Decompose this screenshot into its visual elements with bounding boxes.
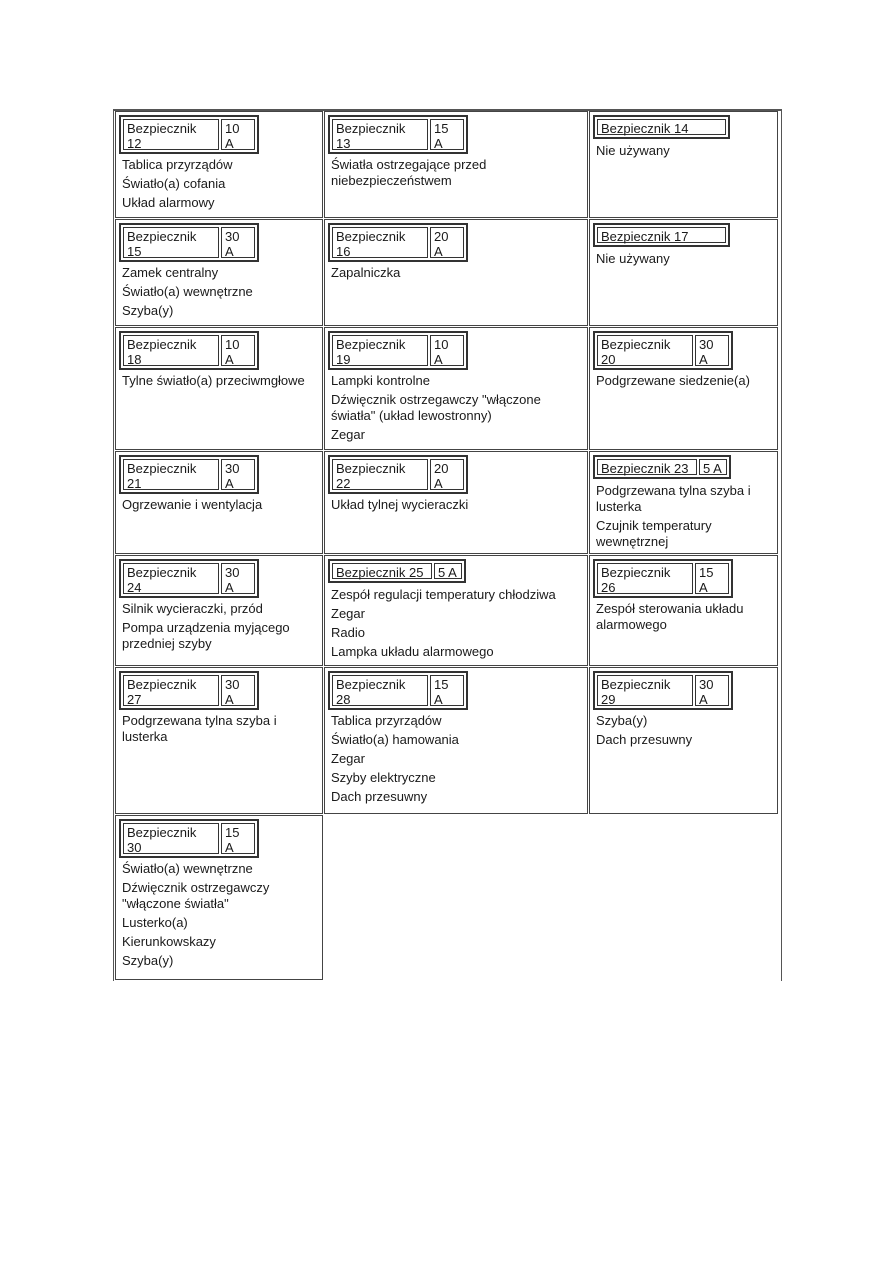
circuit-item: Zapalniczka xyxy=(331,265,401,280)
fuse-header xyxy=(328,671,468,710)
circuit-item: Dach przesuwny xyxy=(596,732,693,747)
circuit-item: Szyby elektryczne xyxy=(331,770,436,785)
fuse-amperage: 5 A xyxy=(699,459,727,475)
circuit-item: Światła ostrzegające przed niebezpieczeństwem xyxy=(331,157,487,188)
fuse-circuits-list xyxy=(331,713,583,808)
fuse-header xyxy=(593,223,730,247)
fuse-amperage: 5 A xyxy=(434,563,462,579)
fuse-amperage: 15 A xyxy=(695,563,729,594)
fuse-cell xyxy=(589,327,778,450)
circuit-item: Zespół sterowania układu alarmowego xyxy=(596,601,744,632)
fuse-name: Bezpiecznik 26 xyxy=(597,563,693,594)
fuse-amperage: 30 A xyxy=(695,675,729,706)
fuse-name: Bezpiecznik 16 xyxy=(332,227,428,258)
circuit-item: Pompa urządzenia myjącego przedniej szyby xyxy=(122,620,290,651)
fuse-cell xyxy=(324,111,588,218)
fuse-amperage: 15 A xyxy=(430,119,464,150)
fuse-circuits-list xyxy=(122,265,318,322)
circuit-item: Szyba(y) xyxy=(596,713,648,728)
circuit-item: Lampki kontrolne xyxy=(331,373,430,388)
fuse-header xyxy=(593,671,733,710)
fuse-amperage: 30 A xyxy=(221,675,255,706)
fuse-cell xyxy=(589,451,778,554)
fuse-name: Bezpiecznik 14 xyxy=(597,119,726,135)
fuse-circuits-list xyxy=(331,265,583,284)
fuse-cell xyxy=(324,555,588,666)
fuse-header xyxy=(593,115,730,139)
fuse-cell xyxy=(589,555,778,666)
circuit-item: Dźwięcznik ostrzegawczy "włączone światła" xyxy=(122,880,270,911)
circuit-item: Ogrzewanie i wentylacja xyxy=(122,497,263,512)
fuse-cell xyxy=(115,451,323,554)
circuit-item: Światło(a) wewnętrzne xyxy=(122,284,253,299)
fuse-circuits-list xyxy=(596,601,773,636)
circuit-item: Układ alarmowy xyxy=(122,195,215,210)
circuit-item: Zegar xyxy=(331,751,365,766)
fuse-name: Bezpiecznik 24 xyxy=(123,563,219,594)
fuse-circuits-list xyxy=(122,713,318,748)
fuse-header xyxy=(119,671,259,710)
circuit-item: Szyba(y) xyxy=(122,303,174,318)
fuse-header xyxy=(119,115,259,154)
circuit-item: Światło(a) wewnętrzne xyxy=(122,861,253,876)
fuse-cell xyxy=(115,219,323,326)
fuse-circuits-list xyxy=(596,713,773,751)
fuse-circuits-list xyxy=(122,157,318,214)
fuse-amperage: 30 A xyxy=(221,459,255,490)
fuse-name: Bezpiecznik 30 xyxy=(123,823,219,854)
fuse-circuits-list xyxy=(331,157,583,192)
fuse-name: Bezpiecznik 28 xyxy=(332,675,428,706)
fuse-header xyxy=(328,223,468,262)
fuse-circuits-list xyxy=(596,143,773,162)
fuse-name: Bezpiecznik 18 xyxy=(123,335,219,366)
circuit-item: Tablica przyrządów xyxy=(122,157,233,172)
circuit-item: Lampka układu alarmowego xyxy=(331,644,494,659)
fuse-name: Bezpiecznik 22 xyxy=(332,459,428,490)
circuit-item: Zamek centralny xyxy=(122,265,219,280)
fuse-circuits-list xyxy=(122,373,318,392)
fuse-circuits-list xyxy=(331,587,583,663)
fuse-amperage: 10 A xyxy=(221,119,255,150)
circuit-item: Podgrzewana tylna szyba i lusterka xyxy=(596,483,751,514)
circuit-item: Tablica przyrządów xyxy=(331,713,442,728)
fuse-header xyxy=(119,455,259,494)
fuse-amperage: 30 A xyxy=(221,563,255,594)
fuse-cell xyxy=(589,111,778,218)
circuit-item: Nie używany xyxy=(596,143,670,158)
fuse-name: Bezpiecznik 21 xyxy=(123,459,219,490)
circuit-item: Radio xyxy=(331,625,365,640)
circuit-item: Nie używany xyxy=(596,251,670,266)
fuse-circuits-list xyxy=(596,373,773,392)
fuse-cell xyxy=(589,219,778,326)
fuse-cell xyxy=(324,327,588,450)
fuse-amperage: 15 A xyxy=(430,675,464,706)
circuit-item: Dach przesuwny xyxy=(331,789,428,804)
fuse-circuits-list xyxy=(331,373,583,446)
circuit-item: Światło(a) cofania xyxy=(122,176,226,191)
circuit-item: Zegar xyxy=(331,427,365,442)
fuse-name: Bezpiecznik 29 xyxy=(597,675,693,706)
fuse-circuits-list xyxy=(596,251,773,270)
circuit-item: Silnik wycieraczki, przód xyxy=(122,601,263,616)
fuse-name: Bezpiecznik 17 xyxy=(597,227,726,243)
fuse-header xyxy=(119,223,259,262)
fuse-cell xyxy=(324,219,588,326)
fuse-header xyxy=(593,331,733,370)
fuse-cell xyxy=(324,451,588,554)
fuse-circuits-list xyxy=(331,497,583,516)
circuit-item: Kierunkowskazy xyxy=(122,934,216,949)
fuse-cell xyxy=(115,555,323,666)
fuse-amperage: 30 A xyxy=(221,227,255,258)
fuse-cell xyxy=(324,667,588,814)
circuit-item: Podgrzewana tylna szyba i lusterka xyxy=(122,713,277,744)
circuit-item: Lusterko(a) xyxy=(122,915,188,930)
fuse-amperage: 30 A xyxy=(695,335,729,366)
fuse-name: Bezpiecznik 27 xyxy=(123,675,219,706)
circuit-item: Szyba(y) xyxy=(122,953,174,968)
circuit-item: Podgrzewane siedzenie(a) xyxy=(596,373,750,388)
fuse-cell xyxy=(589,667,778,814)
fuse-circuits-list xyxy=(596,483,773,553)
fuse-amperage: 20 A xyxy=(430,227,464,258)
circuit-item: Zegar xyxy=(331,606,365,621)
fuse-name: Bezpiecznik 13 xyxy=(332,119,428,150)
fuse-circuits-list xyxy=(122,601,318,655)
fuse-table xyxy=(113,109,782,979)
fuse-circuits-list xyxy=(122,497,318,516)
fuse-header xyxy=(119,819,259,858)
fuse-cell xyxy=(115,327,323,450)
fuse-header xyxy=(328,115,468,154)
fuse-amperage: 15 A xyxy=(221,823,255,854)
fuse-header xyxy=(328,559,466,583)
circuit-item: Tylne światło(a) przeciwmgłowe xyxy=(122,373,305,388)
fuse-name: Bezpiecznik 12 xyxy=(123,119,219,150)
fuse-header xyxy=(593,559,733,598)
circuit-item: Światło(a) hamowania xyxy=(331,732,459,747)
fuse-amperage: 20 A xyxy=(430,459,464,490)
fuse-name: Bezpiecznik 19 xyxy=(332,335,428,366)
circuit-item: Czujnik temperatury wewnętrznej xyxy=(596,518,712,549)
fuse-amperage: 10 A xyxy=(430,335,464,366)
fuse-header xyxy=(328,331,468,370)
fuse-name: Bezpiecznik 15 xyxy=(123,227,219,258)
circuit-item: Zespół regulacji temperatury chłodziwa xyxy=(331,587,556,602)
fuse-amperage: 10 A xyxy=(221,335,255,366)
fuse-cell xyxy=(115,111,323,218)
fuse-circuits-list xyxy=(122,861,318,972)
circuit-item: Układ tylnej wycieraczki xyxy=(331,497,469,512)
fuse-header xyxy=(328,455,468,494)
fuse-name: Bezpiecznik 20 xyxy=(597,335,693,366)
fuse-name: Bezpiecznik 23 xyxy=(597,459,697,475)
fuse-header xyxy=(119,559,259,598)
fuse-header xyxy=(119,331,259,370)
fuse-cell xyxy=(115,815,323,980)
fuse-header xyxy=(593,455,731,479)
fuse-name: Bezpiecznik 25 xyxy=(332,563,432,579)
fuse-cell xyxy=(115,667,323,814)
circuit-item: Dźwięcznik ostrzegawczy "włączone światła" (układ lewostronny) xyxy=(331,392,541,423)
